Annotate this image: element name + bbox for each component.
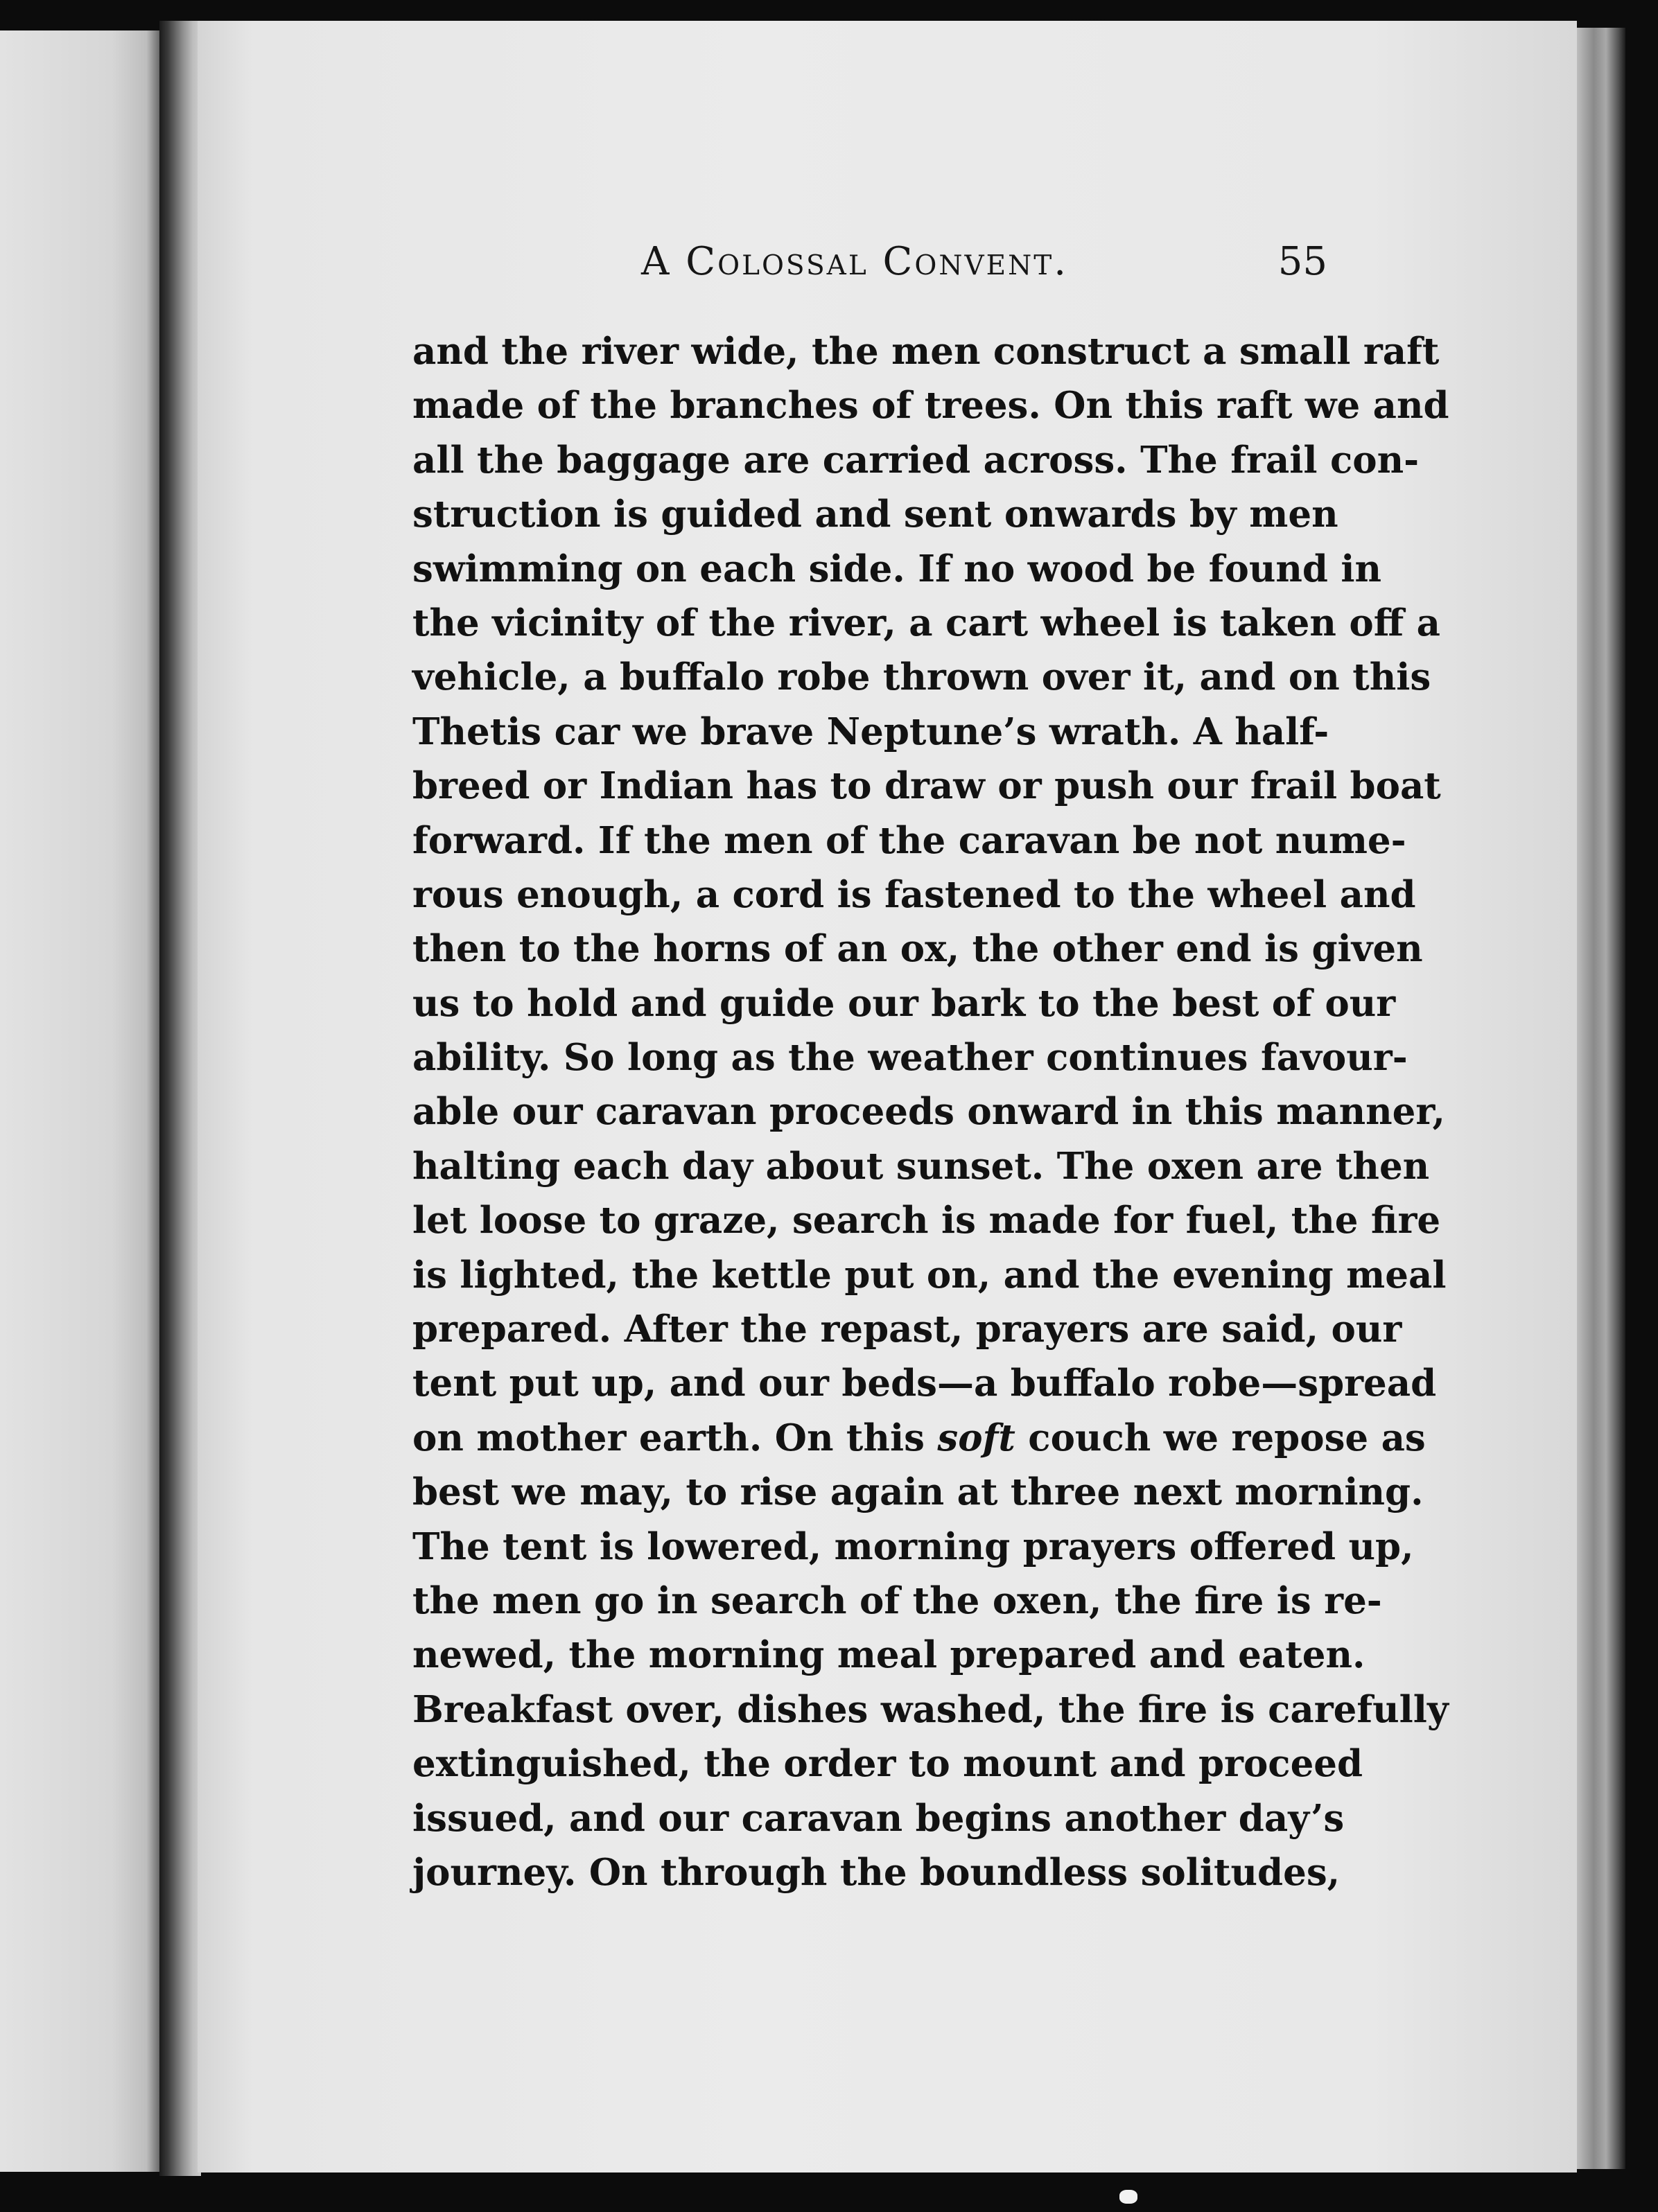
- text-line-15: able our caravan proceeds onward in this manner,: [412, 1090, 1445, 1134]
- text-line-21: [412, 1411, 1426, 1465]
- running-header: [641, 239, 1327, 295]
- running-title: A Colossal Convent.: [641, 239, 1069, 284]
- text-line-19: prepared. After the repast, prayers are said, our: [412, 1308, 1402, 1351]
- text-line-10: forward. If the men of the caravan be not nume-: [412, 818, 1406, 862]
- text-line-12: then to the horns of an ox, the other end is given: [412, 927, 1423, 971]
- text-line-20: tent put up, and our beds—a buffalo robe—spread: [412, 1362, 1437, 1405]
- text-line-4: struction is guided and sent onwards by men: [412, 493, 1338, 536]
- text-line-27: extinguished, the order to mount and proceed: [412, 1742, 1363, 1786]
- text-line-13: us to hold and guide our bark to the best of our: [412, 981, 1396, 1025]
- text-line-21-after: couch we repose as: [1015, 1416, 1426, 1459]
- text-line-22: best we may, to rise again at three next morning.: [412, 1471, 1424, 1514]
- book-gutter: [159, 21, 201, 2176]
- text-line-17: let loose to graze, search is made for fuel, the fire: [412, 1199, 1441, 1243]
- text-line-18: is lighted, the kettle put on, and the evening meal: [412, 1253, 1447, 1297]
- text-line-1: and the river wide, the men construct a small raft: [412, 330, 1440, 373]
- text-line-16: halting each day about sunset. The oxen are then: [412, 1144, 1430, 1188]
- text-line-7: vehicle, a buffalo robe thrown over it, and on this: [412, 656, 1431, 699]
- text-line-3: all the baggage are carried across. The frail con-: [412, 438, 1420, 482]
- text-line-5: swimming on each side. If no wood be found in: [412, 547, 1382, 590]
- text-line-9: breed or Indian has to draw or push our frail boat: [412, 764, 1441, 808]
- text-line-6: the vicinity of the river, a cart wheel is taken off a: [412, 601, 1441, 644]
- facing-page-edge: [0, 30, 159, 2172]
- text-line-25: newed, the morning meal prepared and eaten.: [412, 1633, 1365, 1677]
- text-line-26: Breakfast over, dishes washed, the fire is carefully: [412, 1687, 1449, 1731]
- italic-word: soft: [937, 1416, 1015, 1459]
- body-text: [412, 324, 1449, 1899]
- page-stack-edge: [1577, 28, 1625, 2169]
- text-line-29: journey. On through the boundless solitudes,: [412, 1850, 1341, 1894]
- text-line-23: The tent is lowered, morning prayers offered up,: [412, 1525, 1414, 1568]
- text-line-8: Thetis car we brave Neptune’s wrath. A half-: [412, 710, 1329, 753]
- scan-artifact-mark: [1119, 2190, 1137, 2204]
- text-line-24: the men go in search of the oxen, the fire is re-: [412, 1579, 1382, 1622]
- text-line-14: ability. So long as the weather continues favour-: [412, 1036, 1408, 1080]
- text-line-2: made of the branches of trees. On this raft we and: [412, 384, 1449, 428]
- page-number: 55: [1277, 239, 1327, 284]
- text-line-28: issued, and our caravan begins another day’s: [412, 1796, 1345, 1840]
- text-line-21-before: on mother earth. On this: [412, 1416, 938, 1459]
- text-line-11: rous enough, a cord is fastened to the wheel and: [412, 872, 1416, 916]
